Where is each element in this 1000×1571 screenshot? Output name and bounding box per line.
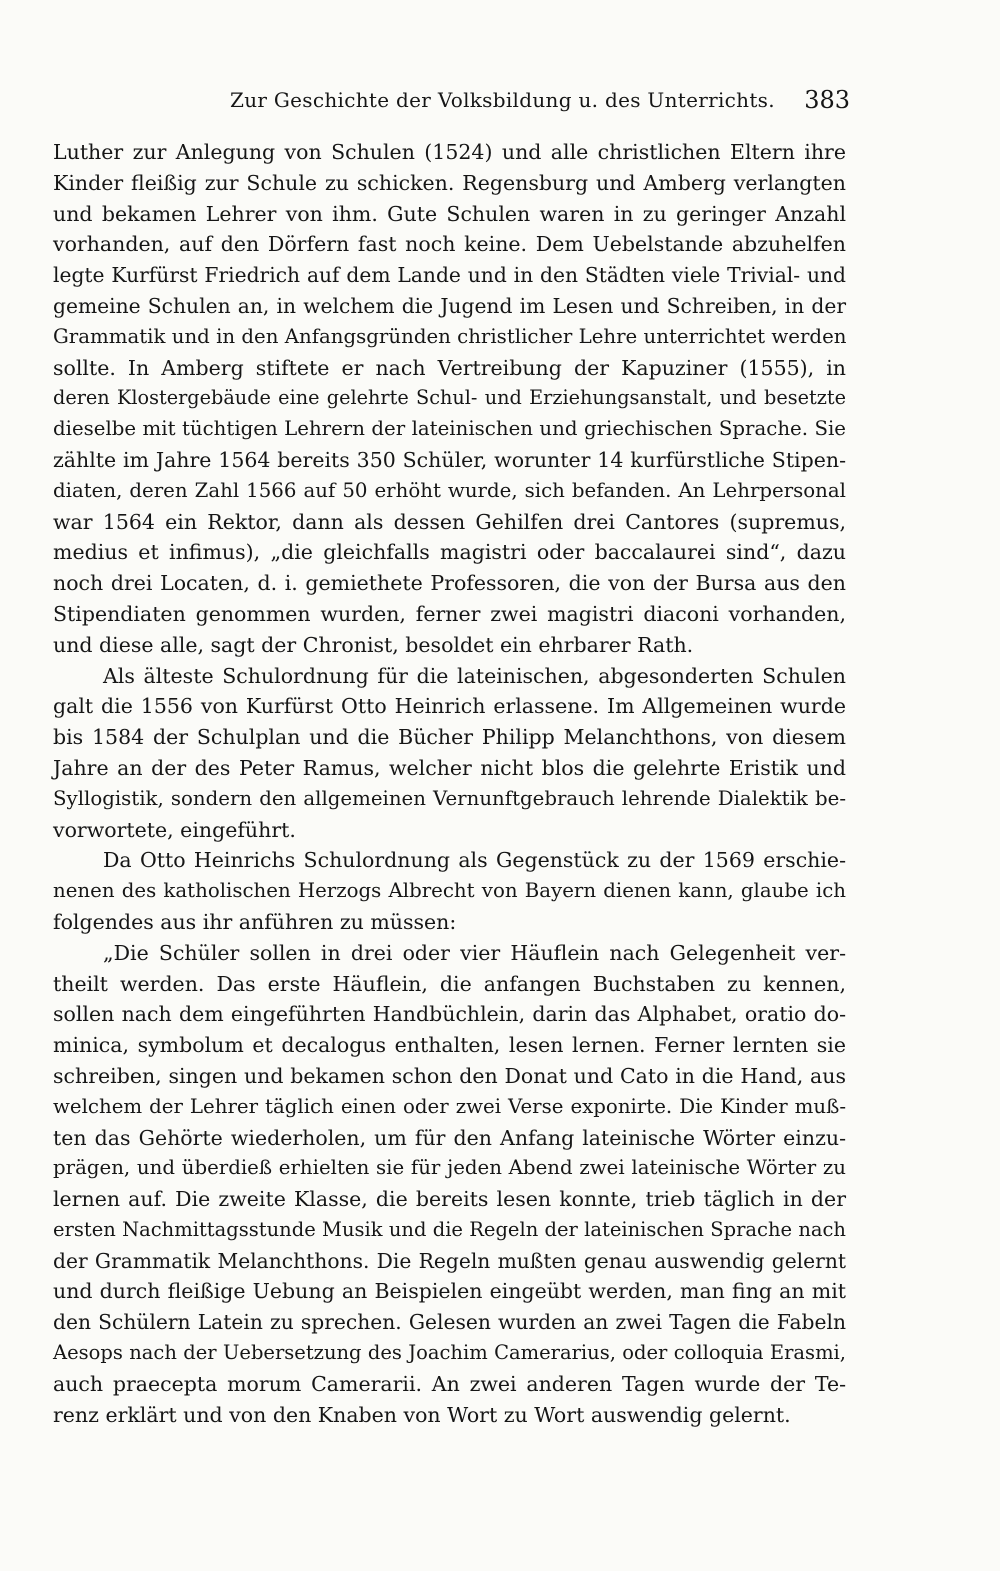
text-line: minica, symbolum et decalogus enthalten, lesen lernen. Ferner lernten sie [53,1033,846,1058]
text-line: medius et infimus), „die gleichfalls magistri oder baccalaurei sind“, dazu [53,540,846,565]
text-line: Grammatik und in den Anfangsgründen christlicher Lehre unterrichtet werden [53,324,847,348]
text-line: Kinder fleißig zur Schule zu schicken. Regensburg und Amberg verlangten [53,170,846,195]
page-number: 383 [804,86,850,114]
text-line: Syllogistik, sondern den allgemeinen Vernunftgebrauch lehrende Dialektik be- [53,786,846,810]
text-line: Jahre an der des Peter Ramus, welcher nicht blos die gelehrte Eristik und [53,755,846,780]
text-line: war 1564 ein Rektor, dann als dessen Gehilfen drei Cantores (supremus, [53,509,846,534]
text-line: den Schülern Latein zu sprechen. Gelesen wurden an zwei Tagen die Fabeln [53,1310,846,1335]
text-line: ersten Nachmittagsstunde Musik und die Regeln der lateinischen Sprache nach [53,1217,846,1241]
text-line: Luther zur Anlegung von Schulen (1524) und alle christlichen Eltern ihre [53,140,846,164]
text-line: diaten, deren Zahl 1566 auf 50 erhöht wurde, sich befanden. An Lehrpersonal [53,478,846,502]
text-line: vorhanden, auf den Dörfern fast noch keine. Dem Uebelstande abzuhelfen [53,232,846,257]
running-head: Zur Geschichte der Volksbildung u. des Unterrichts. [230,88,775,112]
text-line: noch drei Locaten, d. i. gemiethete Professoren, die von der Bursa aus den [53,571,846,596]
text-line: lernen auf. Die zweite Klasse, die bereits lesen konnte, trieb täglich in der [53,1187,846,1212]
paragraph-end-line: vorwortete, eingeführt. [53,817,296,842]
paragraph-end-line: renz erklärt und von den Knaben von Wort zu Wort auswendig gelernt. [53,1402,791,1427]
text-line: schreiben, singen und bekamen schon den Donat und Cato in die Hand, aus [53,1063,846,1088]
paragraph-start-line: Da Otto Heinrichs Schulordnung als Gegenstück zu der 1569 erschie- [103,848,846,873]
text-line: Aesops nach der Uebersetzung des Joachim Camerarius, oder colloquia Erasmi, [53,1341,846,1365]
text-line: zählte im Jahre 1564 bereits 350 Schüler, worunter 14 kurfürstliche Stipen- [53,447,846,472]
text-line: und bekamen Lehrer von ihm. Gute Schulen waren in zu geringer Anzahl [53,201,846,226]
text-line: nenen des katholischen Herzogs Albrecht von Bayern dienen kann, glaube ich [53,879,846,903]
text-line: welchem der Lehrer täglich einen oder zwei Verse exponirte. Die Kinder muß- [53,1094,846,1118]
text-line: theilt werden. Das erste Häuflein, die anfangen Buchstaben zu kennen, [53,971,846,996]
quote-start-line: „Die Schüler sollen in drei oder vier Häuflein nach Gelegenheit ver- [103,940,846,965]
text-line: bis 1584 der Schulplan und die Bücher Philipp Melanchthons, von diesem [53,725,846,750]
page-header [60,84,850,118]
text-line: galt die 1556 von Kurfürst Otto Heinrich erlassene. Im Allgemeinen wurde [53,694,846,719]
body-text [53,137,846,1430]
text-line: auch praecepta morum Camerarii. An zwei anderen Tagen wurde der Te- [53,1371,846,1396]
text-line: Stipendiaten genommen wurden, ferner zwei magistri diaconi vorhanden, [53,601,846,626]
text-line: sollen nach dem eingeführten Handbüchlein, darin das Alphabet, oratio do- [53,1002,846,1027]
text-line: gemeine Schulen an, in welchem die Jugend im Lesen und Schreiben, in der [53,293,846,318]
paragraph-end-line: folgendes aus ihr anführen zu müssen: [53,909,457,934]
paragraph-start-line: Als älteste Schulordnung für die lateinischen, abgesonderten Schulen [103,663,846,688]
text-line: legte Kurfürst Friedrich auf dem Lande und in den Städten viele Trivial- und [53,263,846,288]
text-line: sollte. In Amberg stiftete er nach Vertreibung der Kapuziner (1555), in [53,355,846,380]
text-line: ten das Gehörte wiederholen, um für den Anfang lateinische Wörter einzu- [53,1125,846,1150]
paragraph-end-line: und diese alle, sagt der Chronist, besoldet ein ehrbarer Rath. [53,632,694,657]
text-line: deren Klostergebäude eine gelehrte Schul- und Erziehungsanstalt, und besetzte [53,386,846,410]
text-line: prägen, und überdieß erhielten sie für jeden Abend zwei lateinische Wörter zu [53,1156,846,1180]
text-line: und durch fleißige Uebung an Beispielen eingeübt werden, man fing an mit [53,1279,846,1304]
text-line: dieselbe mit tüchtigen Lehrern der lateinischen und griechischen Sprache. Sie [53,417,846,441]
text-line: der Grammatik Melanchthons. Die Regeln mußten genau auswendig gelernt [53,1248,846,1273]
